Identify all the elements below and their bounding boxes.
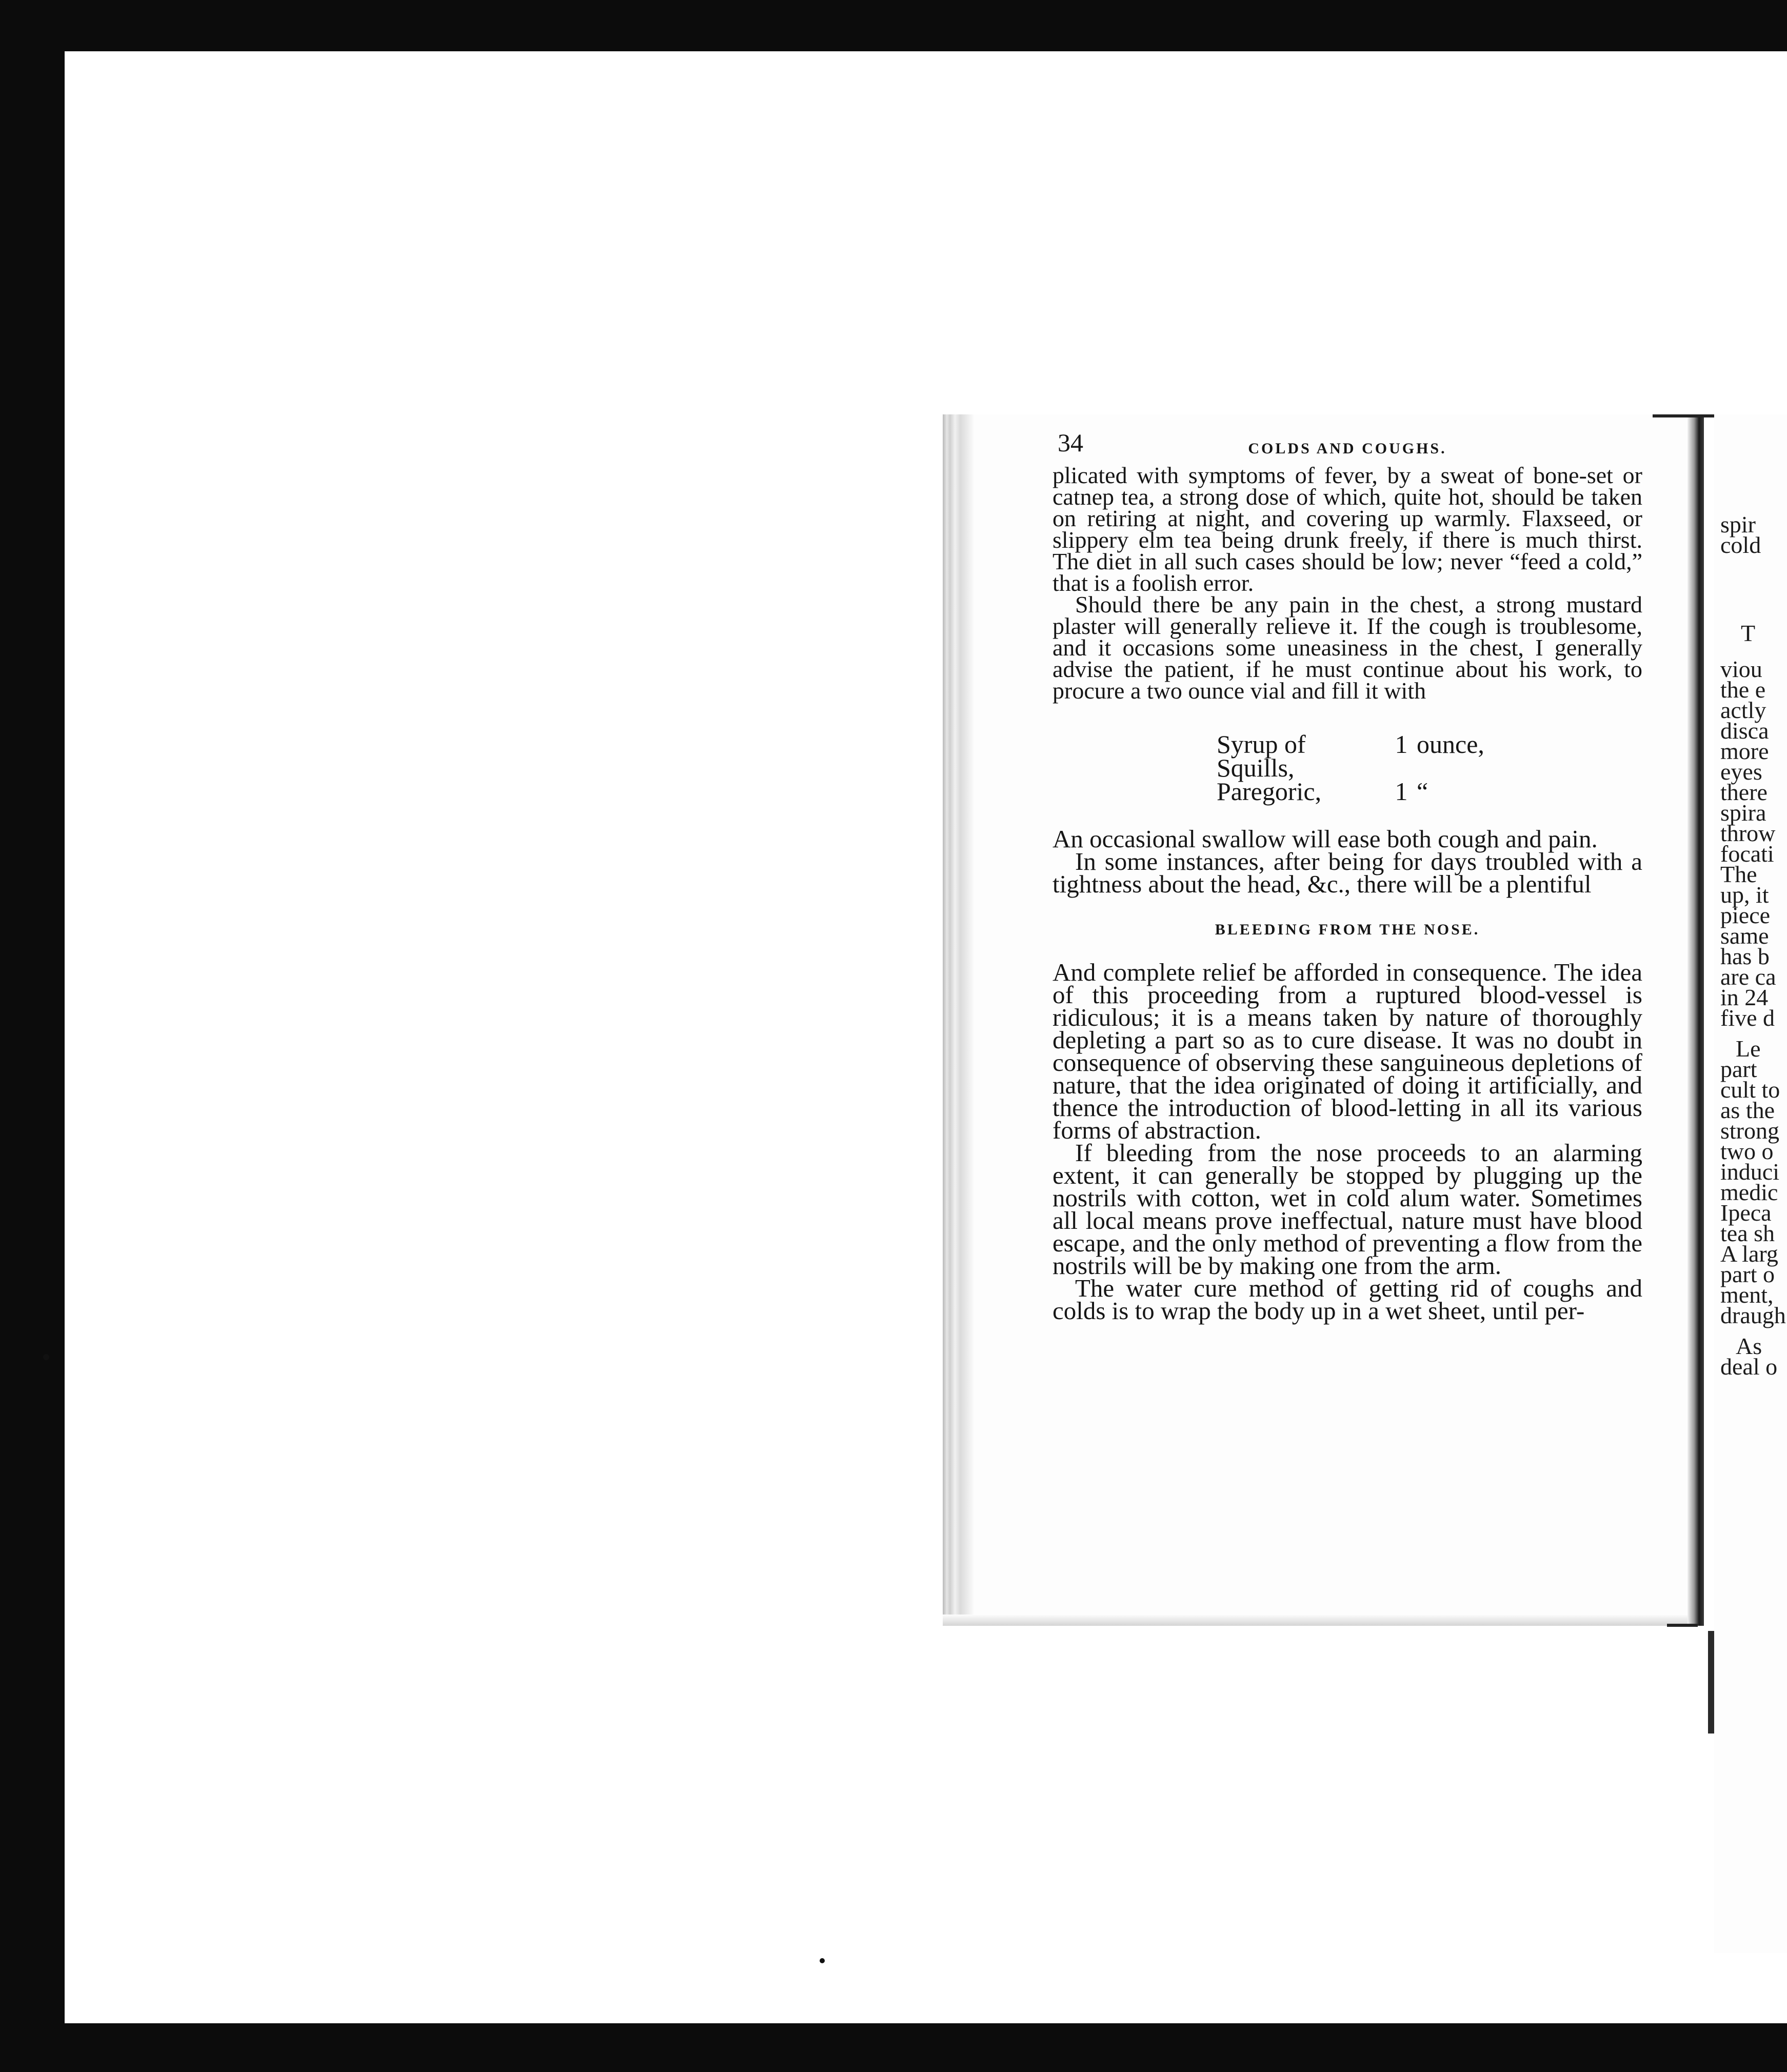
section-heading: BLEEDING FROM THE NOSE. [1215,921,1480,938]
facing-line-fragment: the e [1720,676,1766,703]
facing-line-fragment: are ca [1720,964,1776,990]
recipe-unit: ounce, [1417,730,1484,759]
recipe-line [1217,732,1642,780]
paragraph: Should there be any pain in the chest, a strong mustard plaster will generally relieve it. If the cough is troublesome, and it occasions some uneasiness in the chest, I generally advise the patient, if he must continue about his work, to procure a two ounce vial and fill it with [1053,591,1642,704]
paragraph: And complete relief be afforded in consequence. The idea of this proceeding from a ruptured blood-vessel is ridiculous; it is a means taken by nature of thoroughly depleting a part so as to cure disease. It was no doubt in consequence of observing these sanguineous depletions of nature, that the idea originated of doing it artificially, and thence the introduction of blood-letting in all its various forms of abstraction. [1053,958,1642,1144]
book-page-right-cropped [1714,414,1787,1953]
book-gutter [1687,414,1704,1626]
facing-line-fragment: viou [1720,656,1762,682]
gutter-foot [1667,1624,1698,1627]
scan-speck [820,1958,825,1963]
recipe-quantity: 1 [1395,730,1408,759]
facing-line-fragment: induci [1720,1159,1779,1185]
facing-line-fragment: A larg [1720,1241,1778,1267]
facing-line-fragment: eyes [1720,759,1762,785]
facing-line-fragment: ment, [1720,1282,1774,1308]
recipe-ingredient: Paregoric, [1217,777,1322,806]
paragraph: The water cure method of getting rid of coughs and colds is to wrap the body up in a wet sheet, until per- [1053,1274,1642,1325]
recipe-ingredient: Syrup of Squills, [1217,730,1306,782]
scan-border-left [0,0,57,2072]
facing-line-fragment: spir [1720,511,1756,537]
facing-line-fragment: cult to [1720,1077,1780,1103]
facing-line-fragment: Le [1736,1035,1761,1062]
recipe-line [1217,777,1642,806]
scan-border-left-inner [57,51,65,2041]
recipe-unit: “ [1417,777,1428,806]
scan-border-bottom-lip [65,2023,1787,2033]
facing-line-fragment: as the [1720,1097,1775,1123]
scan-border-top [0,0,1787,51]
running-title: COLDS AND COUGHS. [1248,440,1447,457]
scan-speck [43,1354,49,1360]
facing-line-fragment: same [1720,923,1769,949]
facing-line-fragment: actly [1720,697,1766,723]
facing-line-fragment: part [1720,1056,1757,1082]
page-bottom-shadow [943,1615,1693,1626]
gutter-cap [1653,414,1714,417]
facing-line-fragment: draugh [1720,1302,1786,1328]
facing-line-fragment: cold [1720,532,1761,558]
facing-line-fragment: five d [1720,1005,1775,1031]
facing-line-fragment: T [1741,620,1756,646]
paragraph: If bleeding from the nose proceeds to an alarming extent, it can generally be stopped by plugging up the nostrils with cotton, wet in cold alum water. Sometimes all local means prove ineffectual, nature must have blood escape, and the only method of preventing a flow from the nostrils will be by making one from the arm. [1053,1139,1642,1280]
recipe [1053,730,1642,806]
facing-line-fragment: spira [1720,800,1766,826]
page-edge-stack [943,414,974,1626]
facing-line-fragment: As [1736,1333,1762,1359]
facing-line-fragment: The [1720,861,1757,887]
page-number: 34 [1058,428,1083,457]
facing-line-fragment: has b [1720,943,1770,969]
page-text-block [1053,428,1642,1325]
paragraph: An occasional swallow will ease both cough and pain. [1053,825,1598,853]
facing-line-fragment: more [1720,738,1769,764]
facing-line-fragment: deal o [1720,1353,1778,1380]
facing-line-fragment: piece [1720,902,1771,928]
facing-line-fragment: throw [1720,820,1776,846]
facing-page-edge [1708,1631,1714,1734]
scan-border-bottom [0,2031,1787,2072]
facing-line-fragment: two o [1720,1138,1774,1164]
running-head [1053,428,1642,465]
facing-line-fragment: tea sh [1720,1220,1775,1246]
facing-line-fragment: up, it [1720,882,1769,908]
facing-line-fragment: strong [1720,1118,1779,1144]
facing-line-fragment: there [1720,779,1768,805]
facing-line-fragment: medic [1720,1179,1778,1205]
paragraph: In some instances, after being for days troubled with a tightness about the head, &c., there will be a plentiful [1053,847,1642,898]
facing-line-fragment: focati [1720,841,1774,867]
facing-line-fragment: Ipeca [1720,1200,1772,1226]
facing-line-fragment: in 24 [1720,984,1769,1010]
facing-line-fragment: part o [1720,1261,1775,1287]
facing-line-fragment: disca [1720,718,1769,744]
recipe-quantity: 1 [1395,777,1408,806]
paragraph: plicated with symptoms of fever, by a sweat of bone-set or catnep tea, a strong dose of which, quite hot, should be taken on retiring at night, and covering up warmly. Flaxseed, or slippery elm tea being drunk freely, if there is much thirst. The diet in all such cases should be low; never “feed a cold,” that is a foolish error. [1053,462,1642,596]
